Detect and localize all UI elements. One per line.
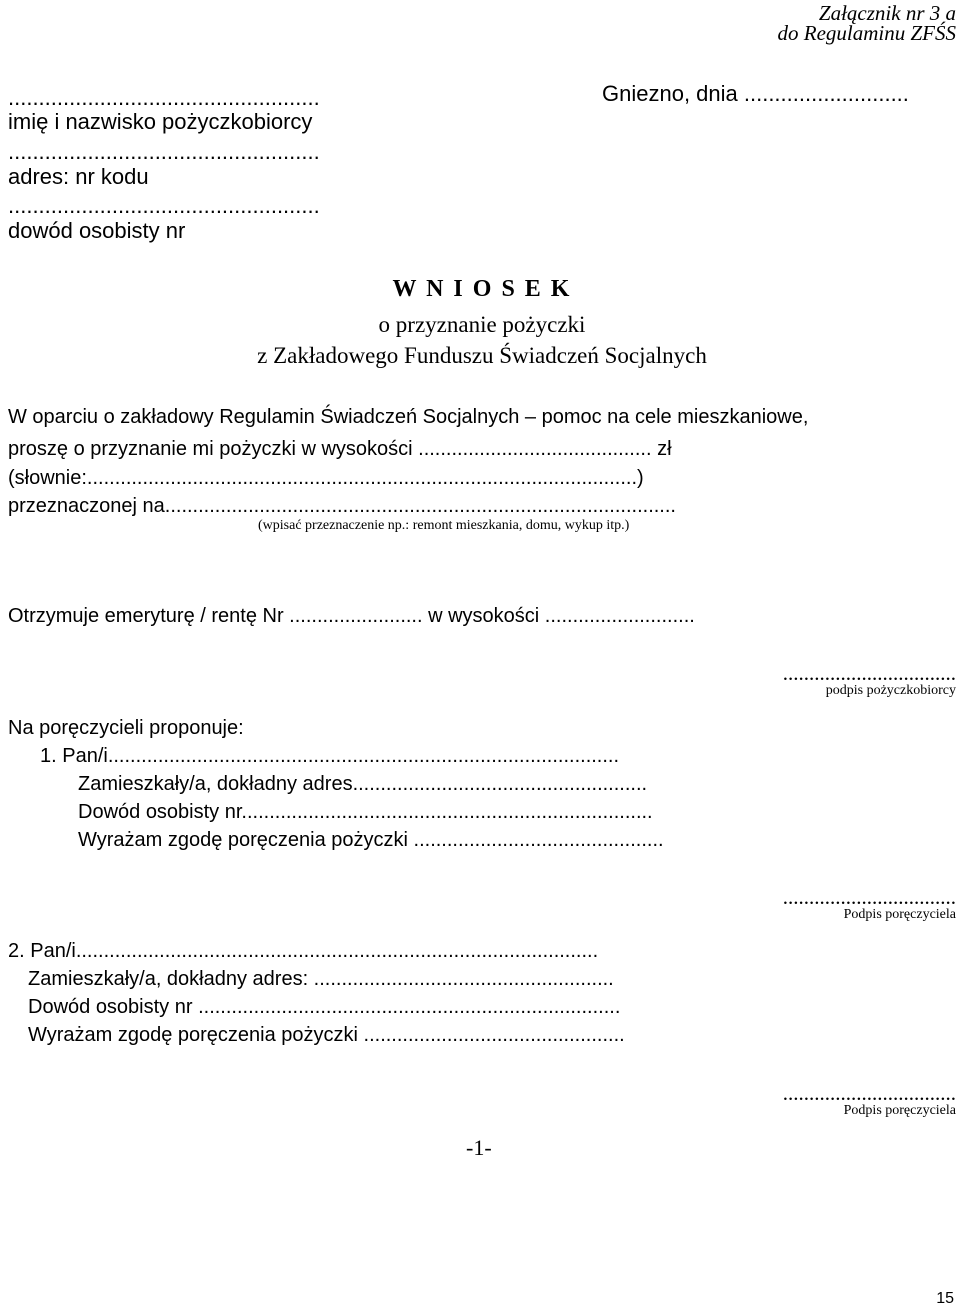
- applicant-id-label: dowód osobisty nr: [8, 218, 186, 243]
- guarantor-1-consent: Wyrażam zgodę poręczenia pożyczki .............................................: [78, 829, 664, 851]
- pension-line: Otrzymuje emeryturę / rentę Nr ........................ w wysokości ...........................: [8, 605, 695, 627]
- guarantor-1-id: Dowód osobisty nr..........................................................................: [78, 801, 653, 823]
- body-line-1: W oparciu o zakładowy Regulamin Świadczeń Socjalnych – pomoc na cele mieszkaniowe,: [8, 406, 809, 428]
- guarantor-1-signature-label: Podpis poręczyciela: [843, 907, 956, 922]
- guarantor-1-signature-dots: .................................: [782, 885, 956, 909]
- applicant-id-dots: ...................................................: [8, 193, 320, 218]
- guarantor-2-signature-label: Podpis poręczyciela: [843, 1103, 956, 1118]
- document-title: W N I O S E K: [392, 276, 572, 302]
- applicant-address-label: adres: nr kodu: [8, 164, 149, 189]
- guarantors-heading: Na poręczycieli proponuje:: [8, 717, 244, 739]
- guarantor-2-signature-dots: .................................: [782, 1081, 956, 1105]
- applicant-name-dots: ...................................................: [8, 85, 320, 110]
- purpose-hint: (wpisać przeznaczenie np.: remont mieszkania, domu, wykup itp.): [258, 518, 630, 533]
- place-date: Gniezno, dnia ...........................: [602, 81, 909, 106]
- body-line-4: przeznaczonej na............................................................................................: [8, 495, 676, 517]
- body-line-2: proszę o przyznanie mi pożyczki w wysokości .......................................... zł: [8, 438, 672, 460]
- applicant-name-label: imię i nazwisko pożyczkobiorcy: [8, 109, 313, 134]
- applicant-signature-label: podpis pożyczkobiorcy: [825, 683, 956, 698]
- guarantor-1-name: 1. Pan/i............................................................................................: [40, 745, 620, 767]
- title-line-3: z Zakładowego Funduszu Świadczeń Socjalnych: [257, 343, 707, 368]
- guarantor-2-name: 2. Pan/i..............................................................................................: [8, 940, 599, 962]
- applicant-signature-dots: .................................: [782, 661, 956, 685]
- page-footer: -1-: [466, 1135, 492, 1160]
- applicant-address-dots: ...................................................: [8, 139, 320, 164]
- title-line-2: o przyznanie pożyczki: [378, 312, 586, 337]
- guarantor-2-address: Zamieszkały/a, dokładny adres: ......................................................: [28, 968, 614, 990]
- annex-line-2: do Regulaminu ZFŚS: [777, 21, 956, 45]
- guarantor-1-address: Zamieszkały/a, dokładny adres.....................................................: [78, 773, 648, 795]
- page-number: 15: [936, 1290, 954, 1307]
- guarantor-2-consent: Wyrażam zgodę poręczenia pożyczki ...............................................: [28, 1024, 625, 1046]
- annex-line-1: Załącznik nr 3 a: [818, 1, 956, 25]
- guarantor-2-id: Dowód osobisty nr ............................................................................: [28, 996, 621, 1018]
- body-line-3: (słownie:...................................................................................................): [8, 467, 644, 489]
